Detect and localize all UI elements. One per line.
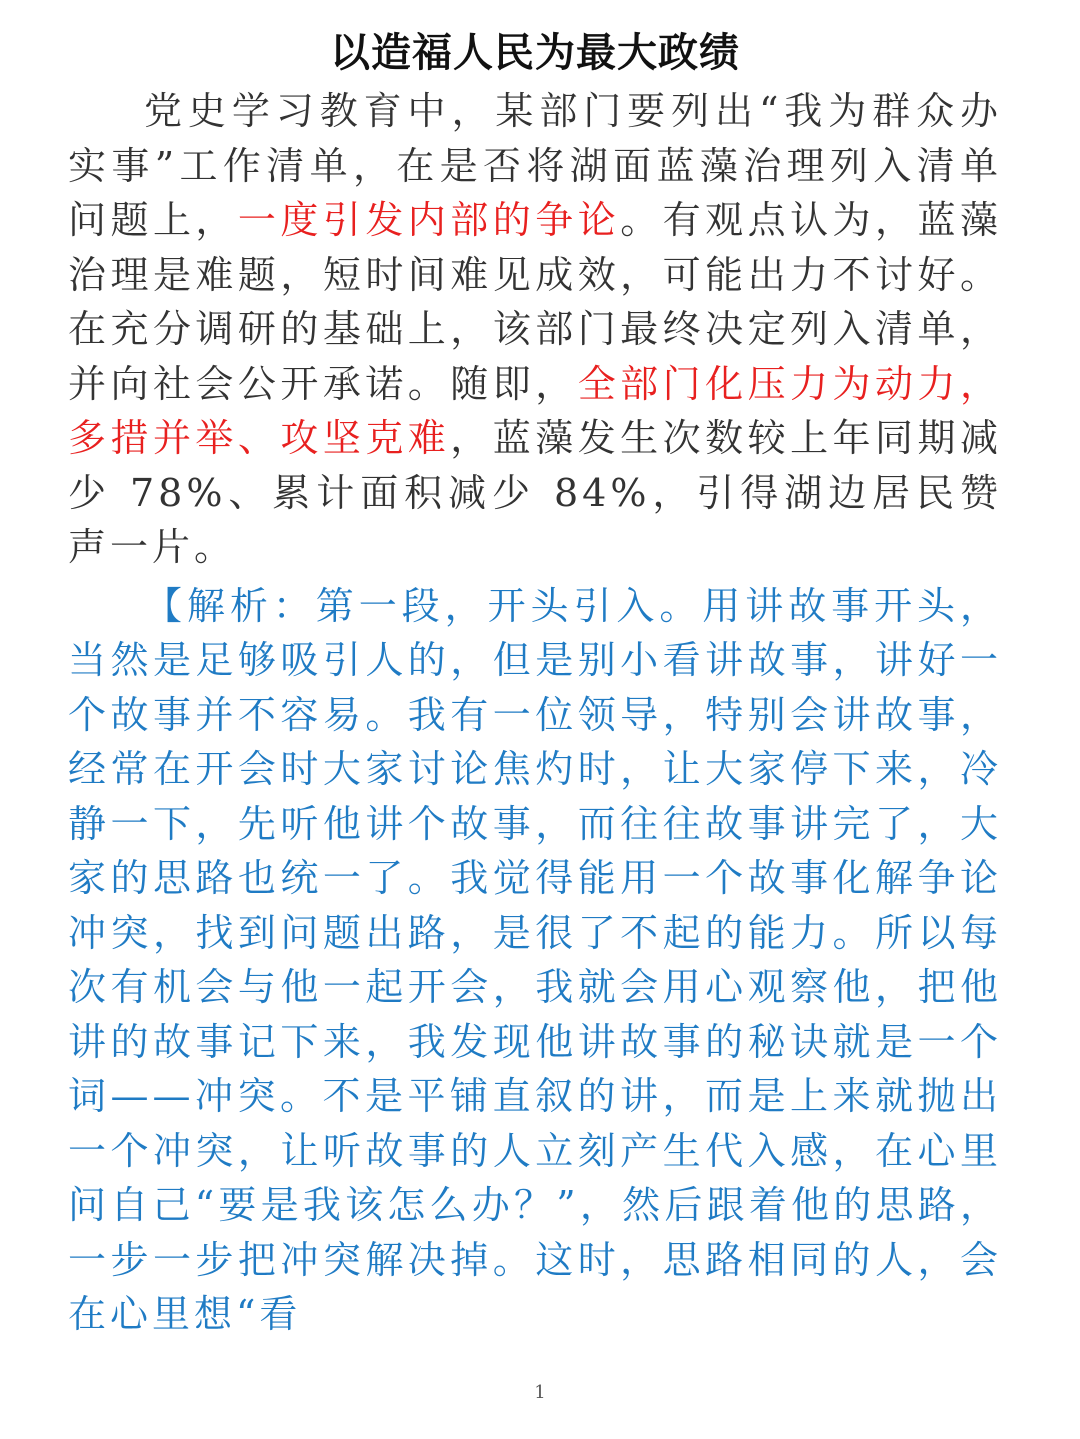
page-number: 1 xyxy=(534,1382,546,1403)
story-paragraph xyxy=(68,84,1002,575)
analysis-paragraph: 【解析：第一段，开头引入。用讲故事开头，当然是足够吸引人的，但是别小看讲故事，讲好一个故事并不容易。我有一位领导，特别会讲故事，经常在开会时大家讨论焦灼时，让大家停下来，冷静一下，先听他讲个故事，而往往故事讲完了，大家的思路也统一了。我觉得能用一个故事化解争论冲突，找到问题出路，是很了不起的能力。所以每次有机会与他一起开会，我就会用心观察他，把他讲的故事记下来，我发现他讲故事的秘诀就是一个词——冲突。不是平铺直叙的讲，而是上来就抛出一个冲突，让听故事的人立刻产生代入感，在心里问自己“要是我该怎么办？”，然后跟着他的思路，一步一步把冲突解决掉。这时，思路相同的人，会在心里想“看 xyxy=(68,583,1002,1336)
story-text-part-1: 党史学习教育中，某部门要列出“我为群众办实事”工作清单，在是否将湖面蓝藻治理列入清单问题上， xyxy=(68,89,1002,242)
document-title: 以造福人民为最大政绩 xyxy=(330,30,740,76)
highlight-dispute: 一度引发内部的争论 xyxy=(237,198,621,242)
highlight-effort: 全部门化压力为动力，多措并举、攻坚克难 xyxy=(68,361,1002,460)
story-text-part-2: 。有观点认为，蓝藻治理是难题，短时间难见成效，可能出力不讨好。在充分调研的基础上，该部门最终决定列入清单，并向社会公开承诺。随即， xyxy=(68,198,1002,406)
story-text-part-3: ，蓝藻发生次数较上年同期减少 78%、累计面积减少 84%，引得湖边居民赞声一片。 xyxy=(68,416,1002,569)
